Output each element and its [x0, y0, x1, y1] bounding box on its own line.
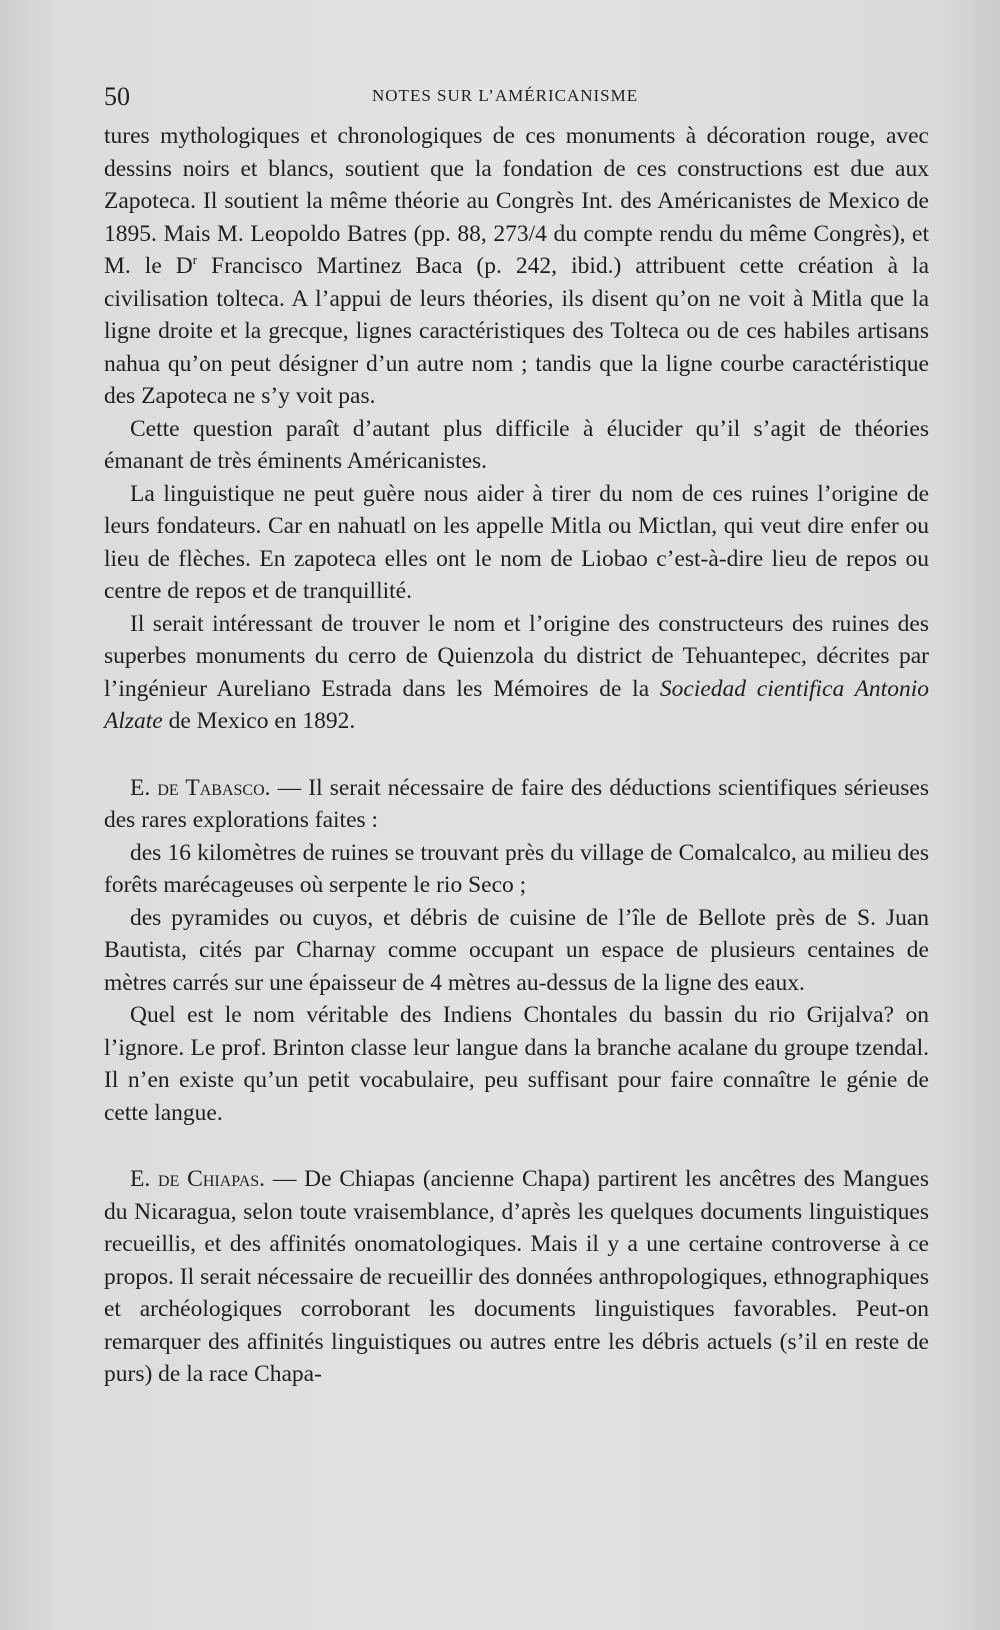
section-heading: E. de Tabasco. [130, 774, 271, 801]
paragraph-text: des pyramides ou cuyos, et débris de cuisine de l’île de Bellote près de S. Juan Bautista, cités par Charnay comme occupant un espace de plusieurs centaines de mètres carrés sur une épaisseur de 4 mètres au-dessus de la ligne des eaux. [104, 904, 929, 996]
paragraph [104, 902, 929, 1000]
running-title: NOTES SUR L’AMÉRICANISME [372, 86, 639, 105]
paragraph [104, 837, 929, 902]
paragraph-text: des 16 kilomètres de ruines se trouvant près du village de Comalcalco, au milieu des forêts marécageuses où serpente le rio Seco ; [104, 839, 929, 898]
paragraph-text: Il serait intéressant de trouver le nom et l’origine des constructeurs des ruines des superbes monuments du cerro de Quienzola du district de Tehuantepec, décrites par l’ingénieur Aureliano Estrada dans les Mémoires de la [104, 610, 929, 702]
paragraph-text: tures mythologiques et chronologiques de ces monuments à décoration rouge, avec dessins noirs et blancs, soutient que la fondation de ces constructions est due aux Zapoteca. Il soutient la même théorie au Congrès Int. des Américanistes de Mexico de 1895. Mais M. Leopoldo Batres (pp. 88, 273/4 du compte rendu du même Congrès), et M. le D [104, 123, 929, 279]
body-text [104, 120, 929, 1391]
paragraph [104, 413, 929, 478]
section-tabasco [104, 772, 929, 837]
superscript-r: r [192, 252, 198, 268]
running-head [104, 82, 940, 112]
paragraph-text: Quel est le nom véritable des Indiens Chontales du bassin du rio Grijalva? on l’ignore. Le prof. Brinton classe leur langue dans la branche acalane du groupe tzendal. Il n’en existe qu’un petit vocabulaire, peu suffisant pour faire connaître le génie de cette langue. [104, 1002, 929, 1126]
paragraph-text: Cette question paraît d’autant plus difficile à élucider qu’il s’agit de théories émanant de très éminents Américanistes. [104, 415, 929, 474]
paragraph-text: La linguistique ne peut guère nous aider à tirer du nom de ces ruines l’origine de leurs fondateurs. Car en nahuatl on les appelle Mitla ou Mictlan, qui veut dire enfer ou lieu de flèches. En zapoteca elles ont le nom de Liobao c’est-à-dire lieu de repos ou centre de repos et de tranquillité. [104, 480, 929, 604]
page-number: 50 [104, 82, 130, 111]
paragraph-text: — De Chiapas (ancienne Chapa) partirent les ancêtres des Mangues du Nicaragua, selon toute vraisemblance, d’après les quelques documents linguistiques recueillis, et des affinités onomatologiques. Mais il y a une certaine controverse à ce propos. Il serait nécessaire de recueillir des données anthropologiques, ethnographiques et archéologiques corroborant les documents linguistiques favorables. Peut-on remarquer des affinités linguistiques ou autres entre les débris actuels (s’il en reste de purs) de la race Chapa- [104, 1166, 929, 1387]
paragraph [104, 478, 929, 608]
section-heading: E. de Chiapas. [130, 1166, 266, 1192]
paragraph-text-end: Francisco Martinez Baca (p. 242, ibid.) attribuent cette création à la civilisation tolteca. A l’appui de leurs théories, ils disent qu’on ne voit à Mitla que la ligne droite et la grecque, lignes caractéristiques des Tolteca ou de ces habiles artisans nahua qu’on peut désigner d’un autre nom ; tandis que la ligne courbe caractéristique des Zapoteca ne s’y voit pas. [104, 253, 929, 409]
section-chiapas [104, 1163, 929, 1391]
paragraph [104, 608, 929, 738]
paragraph-text: — Il serait nécessaire de faire des déductions scientifiques sérieuses des rares explorations faites : [104, 774, 929, 833]
paragraph [104, 999, 929, 1129]
italic-title: Sociedad cientifica Antonio Alzate [104, 675, 929, 734]
paragraph-continuation [104, 120, 929, 413]
paragraph-text-end: de Mexico en 1892. [162, 708, 356, 734]
